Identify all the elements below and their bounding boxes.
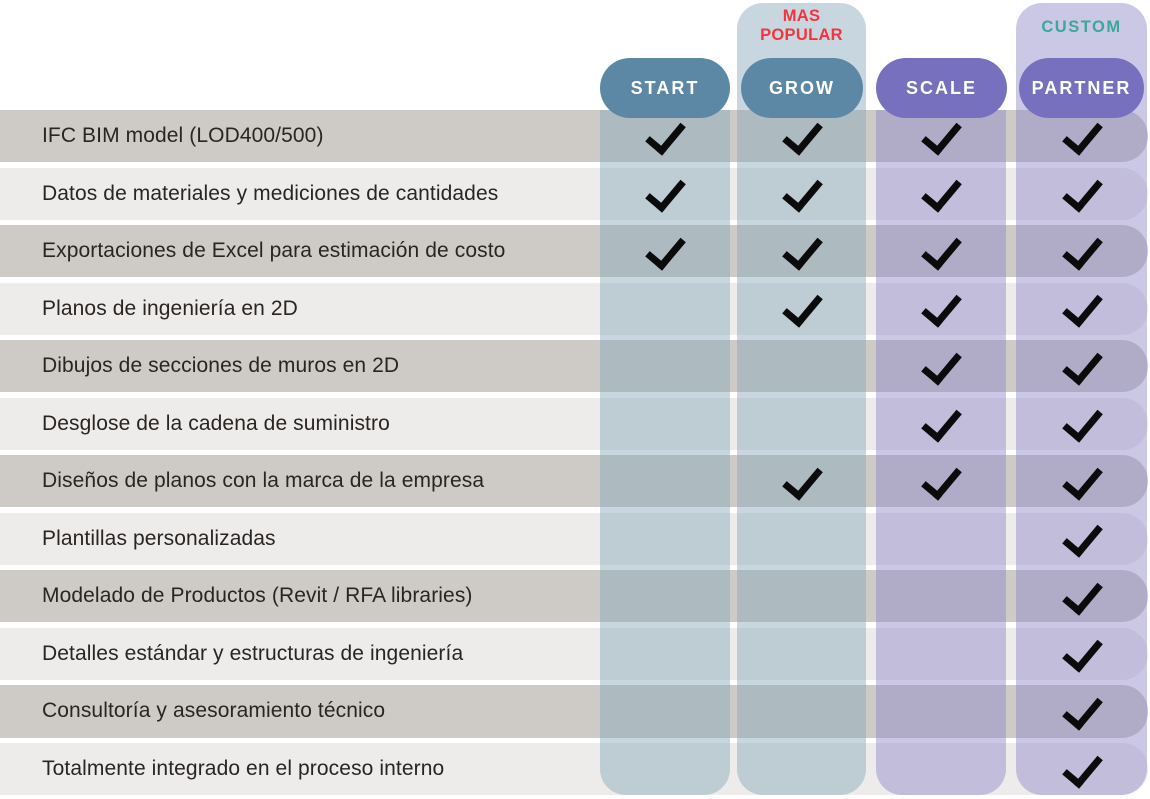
plan-column-band-start [600, 110, 730, 795]
check-icon [1064, 463, 1100, 499]
plan-header-start: START [600, 58, 730, 118]
feature-label: Exportaciones de Excel para estimación de costo [42, 239, 506, 263]
check-icon [923, 463, 959, 499]
check-icon [784, 176, 820, 212]
plan-column-band-scale [876, 110, 1006, 795]
plan-header-partner: PARTNER [1019, 58, 1144, 118]
feature-label: Consultoría y asesoramiento técnico [42, 699, 386, 723]
check-icon [1064, 693, 1100, 729]
check-icon [647, 118, 683, 154]
plan-header-grow: GROW [741, 58, 863, 118]
feature-label: Totalmente integrado en el proceso interno [42, 757, 445, 781]
check-icon [1064, 176, 1100, 212]
check-icon [923, 118, 959, 154]
feature-label: IFC BIM model (LOD400/500) [42, 124, 324, 148]
check-icon [1064, 291, 1100, 327]
check-icon [1064, 348, 1100, 384]
check-icon [923, 233, 959, 269]
check-icon [647, 176, 683, 212]
feature-label: Detalles estándar y estructuras de ingeniería [42, 641, 464, 665]
check-icon [784, 291, 820, 327]
feature-label: Dibujos de secciones de muros en 2D [42, 354, 400, 378]
check-icon [1064, 751, 1100, 787]
feature-label: Plantillas personalizadas [42, 526, 276, 550]
feature-label: Datos de materiales y mediciones de cantidades [42, 181, 499, 205]
check-icon [784, 118, 820, 154]
check-icon [784, 233, 820, 269]
check-icon [923, 348, 959, 384]
check-icon [923, 291, 959, 327]
check-icon [1064, 578, 1100, 614]
feature-label: Desglose de la cadena de suministro [42, 411, 390, 435]
most-popular-line2: POPULAR [760, 26, 843, 44]
check-icon [1064, 406, 1100, 442]
most-popular-line1: MAS [782, 7, 821, 25]
plan-header-scale: SCALE [876, 58, 1007, 118]
check-icon [923, 176, 959, 212]
custom-badge-label: CUSTOM [1041, 18, 1122, 36]
check-icon [1064, 521, 1100, 557]
check-icon [647, 233, 683, 269]
check-icon [1064, 233, 1100, 269]
check-icon [1064, 636, 1100, 672]
check-icon [923, 406, 959, 442]
feature-label: Diseños de planos con la marca de la empresa [42, 469, 485, 493]
check-icon [1064, 118, 1100, 154]
feature-label: Modelado de Productos (Revit / RFA libraries) [42, 584, 473, 608]
check-icon [784, 463, 820, 499]
feature-label: Planos de ingeniería en 2D [42, 296, 298, 320]
